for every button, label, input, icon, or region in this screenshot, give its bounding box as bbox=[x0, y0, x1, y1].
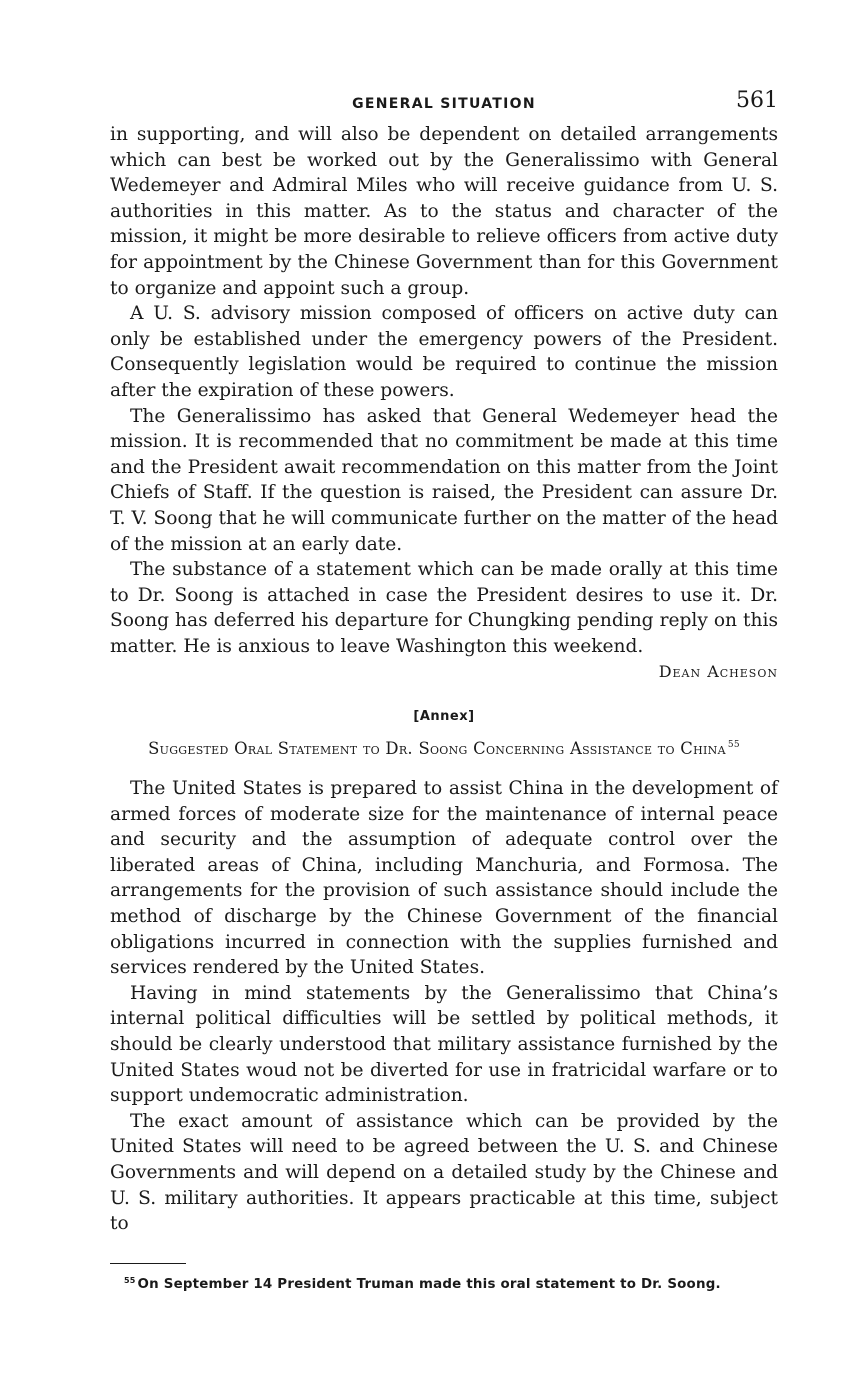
footnote bbox=[110, 1276, 778, 1292]
body-paragraph-3: The Generalissimo has asked that General Wedemeyer head the mission. It is recommended that no commitment be made at this time and the President await recommendation on this matter from the Joint Chiefs of Staff. If the question is raised, the President can assure Dr. T. V. Soong that he will communicate further on the matter of the head of the mission at an early date. bbox=[110, 405, 778, 555]
annex-heading bbox=[110, 732, 778, 762]
body-paragraph-1: in supporting, and will also be dependent on detailed arrangements which can best be worked out by the Generalissimo with General Wedemeyer and Admiral Miles who will receive guidance from U. S. authorities in this matter. As to the status and character of the mission, it might be more desirable to relieve officers from active duty for appointment by the Chinese Government than for this Government to organize and appoint such a group. bbox=[110, 124, 778, 299]
footnote-text: On September 14 President Truman made this oral statement to Dr. Soong. bbox=[137, 1276, 721, 1292]
annex-paragraph-3: The exact amount of assistance which can be provided by the United States will need to be agreed between the U. S. and Chinese Governments and will depend on a detailed study by the Chinese and U. S. military authorities. It appears practicable at this time, subject to bbox=[110, 1110, 778, 1235]
body-paragraph-4: The substance of a statement which can be made orally at this time to Dr. Soong is attached in case the President desires to use it. Dr. Soong has deferred his departure for Chungking pending reply on this matter. He is anxious to leave Washington this weekend. bbox=[110, 559, 778, 657]
footnote-ref: 55 bbox=[727, 740, 740, 751]
footnote-divider bbox=[110, 1263, 186, 1264]
annex-paragraph-1: The United States is prepared to assist China in the development of armed forces of moderate size for the maintenance of internal peace and security and the assumption of adequate control over the liberated areas of China, including Manchuria, and Formosa. The arrangements for the provision of such assistance should include the method of discharge by the Chinese Government of the financial obligations incurred in connection with the supplies furnished and services rendered by the United States. bbox=[110, 778, 778, 979]
body-paragraph-2: A U. S. advisory mission composed of officers on active duty can only be established under the emergency powers of the President. Consequently legislation would be required to continue the mission after the expiration of these powers. bbox=[110, 303, 778, 401]
annex-heading-text: Suggested Oral Statement to Dr. Soong Concerning Assistance to China bbox=[148, 739, 726, 759]
document-page bbox=[110, 86, 778, 1292]
signature: Dean Acheson bbox=[658, 662, 778, 682]
footnote-number: 55 bbox=[124, 1275, 136, 1285]
annex-paragraph-2: Having in mind statements by the Generalissimo that China’s internal political difficulties will be settled by political methods, it should be clearly understood that military assistance furnished by the United States woud not be diverted for use in fratricidal warfare or to support undemocratic administration. bbox=[110, 982, 778, 1107]
running-header bbox=[110, 86, 778, 122]
running-header-title: GENERAL SITUATION bbox=[352, 96, 536, 112]
annex-body bbox=[110, 776, 778, 1237]
annex-label: [Annex] bbox=[413, 709, 475, 725]
page-number: 561 bbox=[736, 88, 778, 113]
